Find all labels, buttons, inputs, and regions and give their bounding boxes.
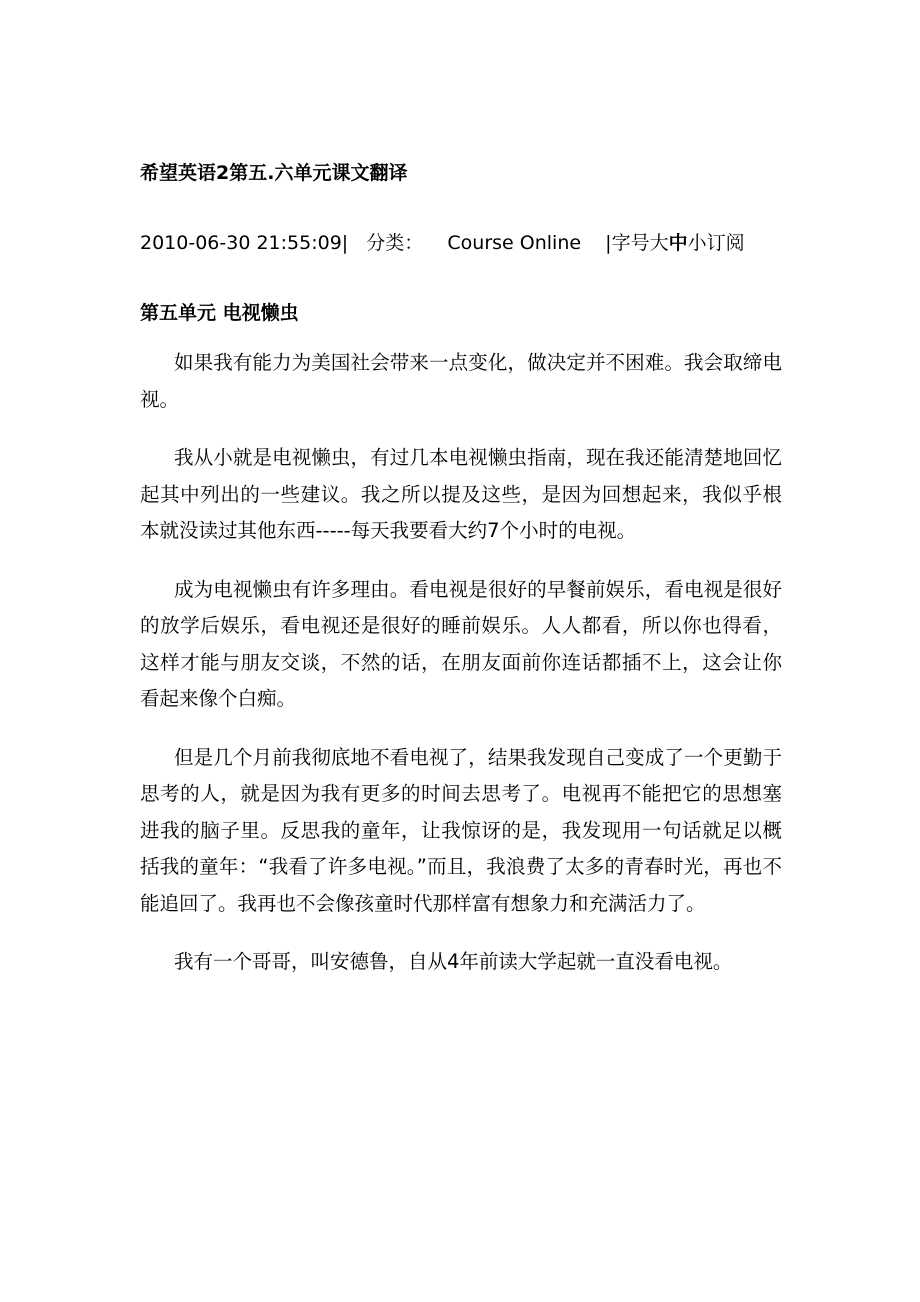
- article-body: [140, 345, 782, 981]
- post-meta: [140, 228, 745, 258]
- font-size-large-link[interactable]: 大: [649, 232, 669, 254]
- paragraph: 如果我有能力为美国社会带来一点变化，做决定并不困难。我会取缔电视。: [140, 351, 782, 411]
- paragraph: 我从小就是电视懒虫，有过几本电视懒虫指南，现在我还能清楚地回忆起其中列出的一些建议。我之所以提及这些，是因为回想起来，我似乎根本就没读过其他东西-----每天我要看大约7个小时的电视。: [140, 446, 782, 542]
- post-datetime: 2010-06-30 21:55:09|: [140, 232, 349, 254]
- category-label: 分类：: [366, 232, 424, 254]
- font-size-small-link[interactable]: 小: [687, 232, 707, 254]
- font-size-options: [605, 232, 706, 254]
- document-title: 希望英语2第五.六单元课文翻译: [140, 162, 408, 184]
- section-heading: 第五单元 电视懒虫: [140, 302, 299, 324]
- paragraph: 成为电视懒虫有许多理由。看电视是很好的早餐前娱乐，看电视是很好的放学后娱乐，看电视还是很好的睡前娱乐。人人都看，所以你也得看，这样才能与朋友交谈，不然的话，在朋友面前你连话都插不上，这会让你看起来像个白痴。: [140, 577, 782, 710]
- subscribe-link[interactable]: 订阅: [706, 232, 745, 254]
- paragraph: 但是几个月前我彻底地不看电视了，结果我发现自己变成了一个更勤于思考的人，就是因为我有更多的时间去思考了。电视再不能把它的思想塞进我的脑子里。反思我的童年，让我惊讶的是，我发现用一句话就足以概括我的童年：“我看了许多电视。”而且，我浪费了太多的青春时光，再也不能追回了。我再也不会像孩童时代那样富有想象力和充满活力了。: [140, 745, 782, 915]
- paragraph: 我有一个哥哥，叫安德鲁，自从4年前读大学起就一直没看电视。: [174, 950, 733, 973]
- font-size-label: |字号: [605, 232, 650, 254]
- font-size-medium-link[interactable]: 中: [668, 232, 688, 254]
- category-link[interactable]: Course Online: [447, 232, 582, 254]
